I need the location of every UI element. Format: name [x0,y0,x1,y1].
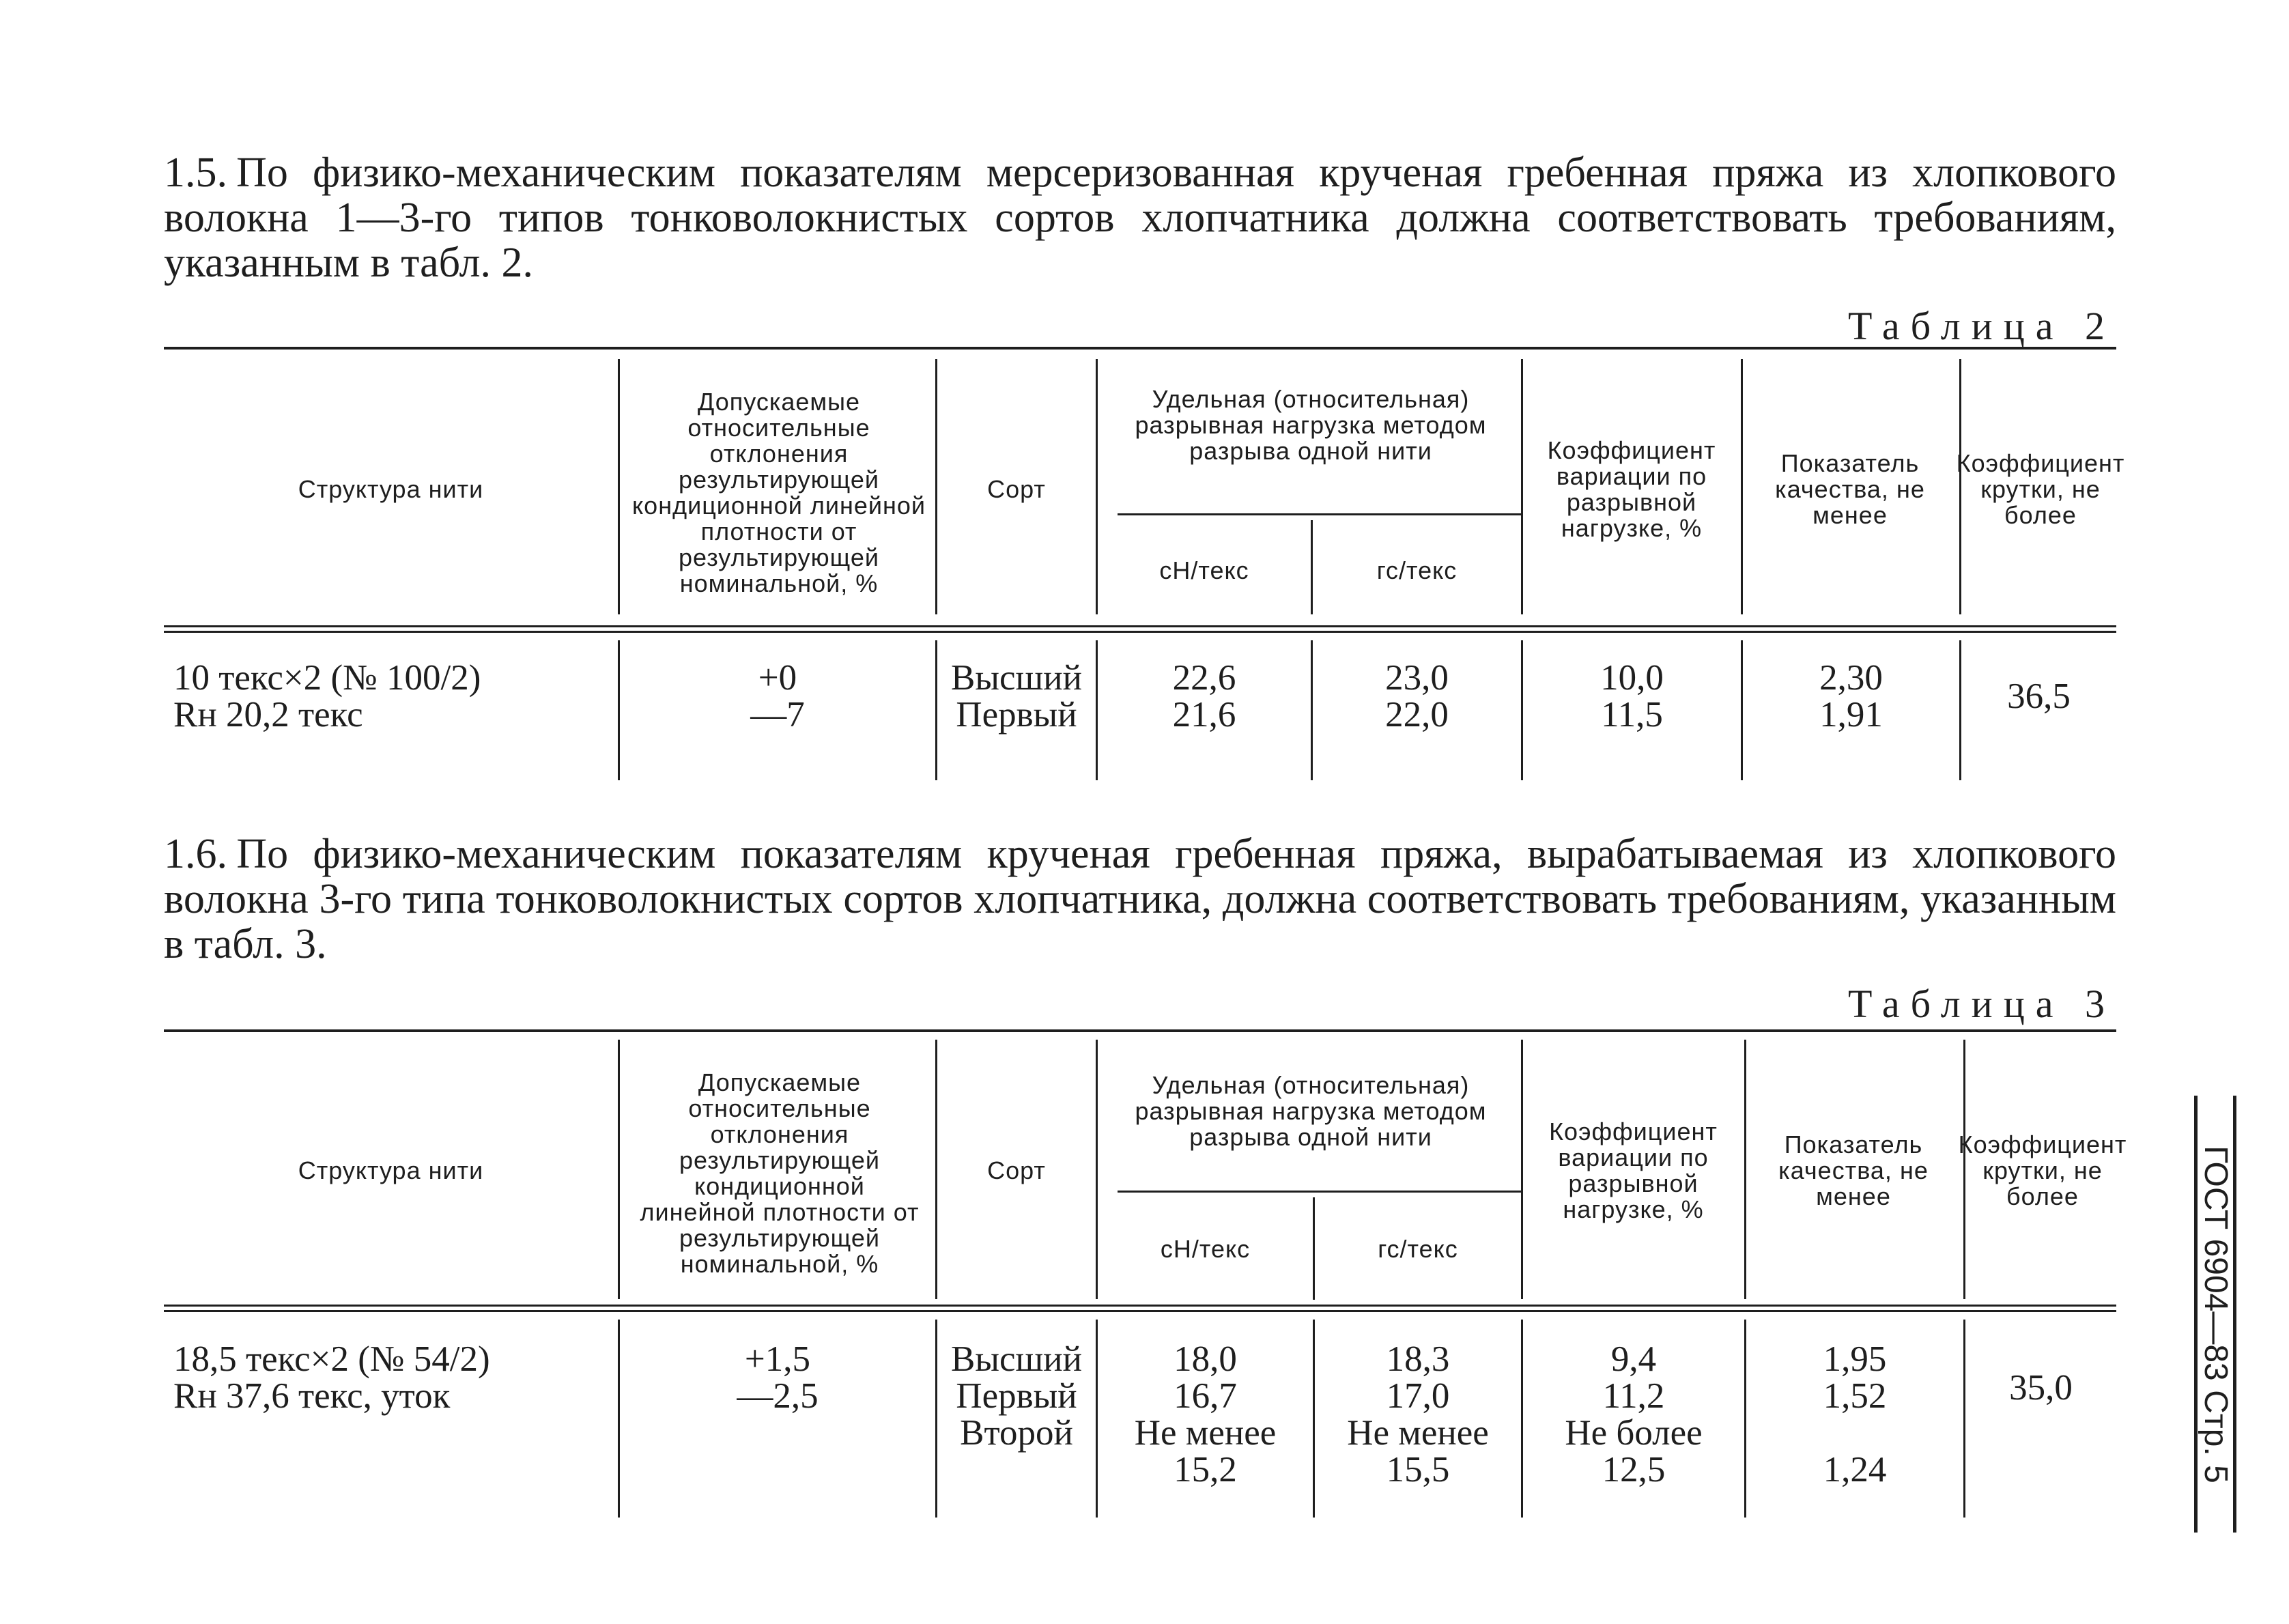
cell-variation: 10,0 11,5 [1600,658,1664,735]
col-divider [618,359,620,614]
header-load-gs: гс/текс [1378,1234,1458,1263]
table-3 [164,1029,2127,1521]
col-divider [1521,1040,1523,1299]
cell-quality: 2,30 1,91 [1819,658,1883,735]
header-load: Удельная (относительная) разрывная нагрузка методом разрыва одной нити [1135,1071,1487,1151]
paragraph-number: 1.6. [164,831,227,877]
header-structure: Структура нити [298,1156,484,1184]
gost-page-label: ГОСТ 6904—83 Стр. 5 [2197,1145,2234,1483]
table-3-caption: Таблица 3 [1847,982,2116,1026]
header-grade: Сорт [987,1156,1046,1184]
header-structure: Структура нити [298,475,484,503]
cell-structure: 18,5 текс×2 (№ 54/2) Rн 37,6 текс, уток [173,1339,490,1416]
header-deviation: Допускаемые относительные отклонения результирующей кондиционной линейной плотности от результирующей номинальной, % [640,1068,920,1278]
paragraph-number: 1.5. [164,149,227,196]
header-quality: Показатель качества, не менее [1778,1130,1929,1210]
col-divider [1744,1040,1746,1299]
cell-load-cn: 18,0 16,7 Не менее 15,2 [1134,1339,1277,1490]
cell-structure: 10 текс×2 (№ 100/2) Rн 20,2 текс [173,658,481,735]
header-rule-double [164,631,2116,633]
header-rule-double [164,1310,2116,1312]
page-marker [2194,1096,2236,1533]
cell-load-cn: 22,6 21,6 [1172,658,1236,735]
cell-load-gs: 18,3 17,0 Не менее 15,5 [1347,1339,1489,1490]
header-twist: Коэффициент крутки, не более [1958,1130,2127,1210]
cell-grade: Высший Первый Второй [950,1339,1083,1453]
paragraph-1-5 [164,150,2116,285]
paragraph-1-6 [164,831,2116,967]
header-load-gs: гс/текс [1376,556,1458,584]
table-2-caption: Таблица 2 [1847,304,2116,348]
load-subheader-rule [1118,1191,1521,1193]
cell-deviation: +0 —7 [750,658,805,735]
paragraph-text: По физико-механическим показателям мерсеризованная крученая гребенная пряжа из хлопкового волокна 1—3-го типов тонковолокнистых сортов хлопчатника должна соответствовать требованиям, указанным в табл. 2. [164,149,2116,286]
table-2 [164,347,2125,784]
header-rule [164,1305,2116,1307]
header-grade: Сорт [987,475,1046,503]
cell-twist: 35,0 [2009,1368,2073,1408]
header-variation: Коэффициент вариации по разрывной нагрузке, % [1547,436,1716,542]
header-variation: Коэффициент вариации по разрывной нагрузке, % [1549,1117,1718,1223]
table-top-rule [164,347,2116,350]
header-deviation: Допускаемые относительные отклонения результирующей кондиционной линейной плотности от результирующей номинальной, % [632,388,926,597]
paragraph-text: По физико-механическим показателям крученая гребенная пряжа, вырабатываемая из хлопкового волокна 3-го типа тонковолокнистых сортов хлопчатника, должна соответствовать требованиям, указанным в табл. 3. [164,831,2117,967]
cell-deviation: +1,5 —2,5 [737,1339,819,1416]
cell-quality: 1,95 1,52 1,24 [1823,1339,1887,1490]
col-divider [618,1040,620,1299]
header-quality: Показатель качества, не менее [1775,449,1925,529]
col-divider [1521,359,1523,614]
header-load-cn: сН/текс [1159,556,1249,584]
col-divider [1963,1320,1965,1518]
header-load-cn: сН/текс [1160,1234,1251,1263]
cell-load-gs: 23,0 22,0 [1385,658,1449,735]
header-twist: Коэффициент крутки, не более [1956,449,2125,529]
cell-grade: Высший Первый [950,658,1083,735]
cell-twist: 36,5 [2007,676,2071,716]
load-subheader-rule [1118,513,1521,515]
col-divider [1741,359,1743,614]
table-top-rule [164,1029,2116,1032]
cell-variation: 9,4 11,2 Не более 12,5 [1565,1339,1703,1490]
header-load: Удельная (относительная) разрывная нагрузка методом разрыва одной нити [1135,385,1487,465]
header-rule [164,625,2116,627]
